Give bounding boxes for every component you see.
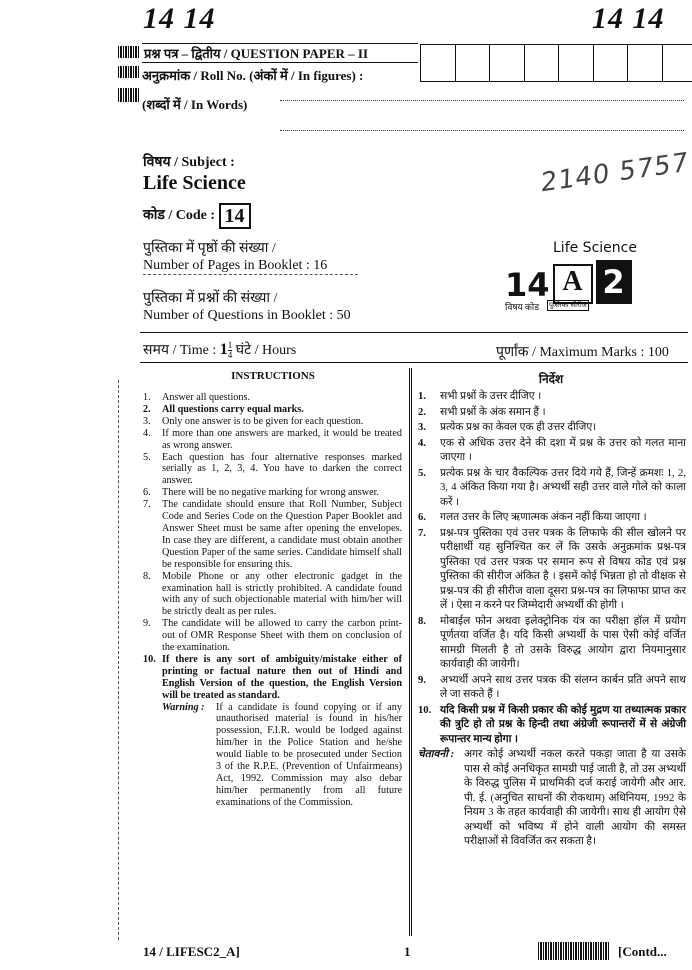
instr-text: All questions carry equal marks. <box>162 403 304 415</box>
instr-num: 3. <box>418 422 426 433</box>
instr-num: 9. <box>418 674 426 686</box>
instruction-item <box>418 467 686 511</box>
roll-box[interactable] <box>456 45 491 81</box>
max-marks: पूर्णांक / Maximum Marks : 100 <box>496 345 669 360</box>
instr-num: 5. <box>418 467 426 479</box>
instr-num: 6. <box>143 487 151 499</box>
instr-num: 4. <box>143 427 151 439</box>
roll-no-label: अनुक्रमांक / Roll No. (अंकों में / In figures) : <box>142 68 364 83</box>
instr-text: प्रश्न-पत्र पुस्तिका एवं उत्तर पत्रक के लिफाफे की सील खोलने पर परीक्षार्थी यह सुनिश्चित कर लें कि उसके अनुक्रमांक प्रश्न-पत्र पुस्तिका एवं उत्तर पत्रक पर समान रूप से विषय कोड एवं प्रश्न पुस्तिका की सीरीज अंकित है । इसमें कोई भिन्नता हो तो वीक्षक से प्रश्न-पत्र की ही सीरीज वाला दूसरा प्रश्न-पत्र का लिफाफा प्राप्त कर लें । ऐसा न करने पर जिम्मेदारी अभ्यर्थी की होगी । <box>440 527 686 611</box>
instr-num: 6. <box>418 512 426 523</box>
instr-num: 1. <box>143 392 151 403</box>
instr-text: Mobile Phone or any other electronic gadget in the examination hall is strictly prohibited. A candidate found with any of such objectionable material with him/her will be strictly dealt as per rules. <box>162 570 402 618</box>
instr-num: 1. <box>418 391 426 402</box>
warning-text-en: If a candidate is found copying or if any unauthorised material is found in his/her possession, F.I.R. would be lodged against him/her in the Police Station and he/she would liable to be prosecuted under Section 3 of the R.P.E. (Prevention of Unfairmeans) Act, 1992. Commission may also debar him/her permanently from all future examinations of the Commission. <box>216 701 402 808</box>
question-paper-line: प्रश्न पत्र – द्वितीय / QUESTION PAPER – II <box>142 43 418 63</box>
instruction-item <box>418 421 686 436</box>
handwritten-serial: 2140 5757 <box>540 147 690 199</box>
roll-box[interactable] <box>525 45 560 81</box>
instruction-item <box>143 392 402 404</box>
instruction-item <box>143 452 402 488</box>
time-line <box>143 340 296 360</box>
instr-text: गलत उत्तर के लिए ऋणात्मक अंकन नहीं किया जाएगा । <box>440 512 647 523</box>
instructions-hi <box>418 390 686 850</box>
warning-en <box>162 702 402 809</box>
questions-label-en: Number of Questions in Booklet : 50 <box>143 308 351 323</box>
header-barcode-2 <box>118 66 140 78</box>
code-value: 14 <box>219 203 251 229</box>
questions-label-hi: पुस्तिका में प्रश्नों की संख्या / <box>143 291 278 306</box>
in-words-line-2[interactable] <box>280 130 684 131</box>
stamp-paper: 2 <box>596 260 632 304</box>
roll-box[interactable] <box>628 45 663 81</box>
stamp-title: Life Science <box>553 240 637 256</box>
roll-box[interactable] <box>663 45 692 81</box>
roll-box[interactable] <box>490 45 525 81</box>
instr-text: मोबाईल फोन अथवा इलेक्ट्रोनिक यंत्र का परीक्षा हॉल में प्रयोग पूर्णतया वर्जित है। यदि किसी अभ्यर्थी के पास ऐसी कोई वर्जित सामग्री मिलती है तो उसके विरुद्ध आयोग द्वारा नियमानुसार कार्यवाही की जायेगी। <box>440 615 686 670</box>
instruction-item <box>418 511 686 526</box>
footer-page: 1 <box>404 944 411 959</box>
instr-num: 2. <box>143 403 151 415</box>
pages-label-en: Number of Pages in Booklet : 16 <box>143 258 358 275</box>
header-barcode-3 <box>118 88 140 102</box>
instruction-item <box>418 704 686 748</box>
cut-line <box>118 380 119 940</box>
roll-box[interactable] <box>421 45 456 81</box>
footer-contd: [Contd... <box>618 944 667 959</box>
instruction-item <box>143 618 402 654</box>
instr-text: If more than one answers are marked, it would be treated as wrong answer. <box>162 427 402 451</box>
instructions-en <box>143 392 402 809</box>
instr-text: Answer all questions. <box>162 392 250 403</box>
stamp-code: 14 <box>505 266 550 304</box>
column-divider <box>409 368 412 936</box>
instr-num: 10. <box>143 653 156 665</box>
instr-text: The candidate should ensure that Roll Number, Subject Code and Series Code on the Question Paper Booklet and Answer Sheet must be same after opening the envelopes. In case they are different, a candidate must obtain another Question Paper of the same series. Candidate himself shall be responsible for ensuring this. <box>162 499 402 570</box>
instr-text: There will be no negative marking for wrong answer. <box>162 487 379 499</box>
roll-box[interactable] <box>559 45 594 81</box>
divider-mid <box>140 362 688 363</box>
pages-label-hi: पुस्तिका में पृष्ठों की संख्या / <box>143 241 276 256</box>
subject-name: Life Science <box>143 172 246 194</box>
instr-num: 2. <box>418 406 426 418</box>
in-words-line-1[interactable] <box>280 100 684 101</box>
warning-text-hi: अगर कोई अभ्यर्थी नकल करते पकड़ा जाता है या उसके पास से कोई अनधिकृत सामग्री पाई जाती है, तो उस अभ्यर्थी के विरुद्ध पुलिस में प्राथमिकी दर्ज कराई जायेगी और आर. पी. ई. (अनुचित साधनों की रोकथाम) अधिनियम, 1992 के नियम 3 के तहत कार्यवाही की जायेगी। साथ ही आयोग ऐसे अभ्यर्थी को भविष्य में होने वाली आयोग की समस्त परीक्षाओं से विवर्जित कर सकता है। <box>464 749 686 847</box>
instruction-item <box>143 654 402 702</box>
instruction-item <box>418 615 686 673</box>
instr-text: यदि किसी प्रश्न में किसी प्रकार की कोई मुद्रण या तथ्यात्मक प्रकार की त्रुटि हो तो प्रश्न के हिन्दी तथा अंग्रेजी रूपान्तरों में से अंग्रेजी रूपान्तर मान्य होगा । <box>440 704 686 745</box>
header-barcode-1 <box>118 46 140 58</box>
instr-num: 7. <box>418 527 426 539</box>
divider-top <box>140 332 688 333</box>
instruction-item <box>143 571 402 619</box>
instruction-item <box>143 487 402 499</box>
roll-box[interactable] <box>594 45 629 81</box>
instr-text: सभी प्रश्नों के अंक समान हैं । <box>440 406 546 418</box>
instr-num: 9. <box>143 618 151 630</box>
warning-hi <box>418 748 686 850</box>
time-prefix: समय / Time : <box>143 343 217 358</box>
time-suffix: घंटे / Hours <box>235 343 297 358</box>
time-num: 1 <box>227 340 233 351</box>
instr-text: एक से अधिक उत्तर देने की दशा में प्रश्न के उत्तर को गलत माना जाएगा । <box>440 437 686 463</box>
instruction-item <box>143 404 402 416</box>
subject-stamp <box>505 240 645 320</box>
code-label <box>143 203 251 229</box>
top-code-left: 14 14 <box>143 2 216 35</box>
time-whole: 1 <box>219 341 228 358</box>
in-words-label: (शब्दों में / In Words) <box>142 97 248 112</box>
instr-num: 7. <box>143 499 151 511</box>
instr-text: प्रत्येक प्रश्न का केवल एक ही उत्तर दीजिए। <box>440 422 597 433</box>
instruction-item <box>418 390 686 405</box>
instr-num: 8. <box>418 615 426 627</box>
instructions-title-en: INSTRUCTIONS <box>231 370 315 382</box>
instr-text: सभी प्रश्नों के उत्तर दीजिए । <box>440 391 542 402</box>
instr-text: अभ्यर्थी अपने साथ उत्तर पत्रक की संलग्न कार्बन प्रति अपने साथ ले जा सकते हैं । <box>440 674 686 700</box>
time-den: 4 <box>227 350 233 361</box>
instr-text: The candidate will be allowed to carry the carbon print-out of OMR Response Sheet with them on conclusion of the examination. <box>162 618 402 654</box>
code-label-text: कोड / Code : <box>143 208 216 224</box>
warning-label-hi: चेतावनी : <box>418 749 455 760</box>
stamp-series: A <box>553 264 593 304</box>
instruction-item <box>143 416 402 428</box>
top-code-right: 14 14 <box>592 2 665 35</box>
instr-num: 4. <box>418 437 426 449</box>
footer-barcode <box>538 942 610 960</box>
warning-label-en: Warning : <box>162 701 205 713</box>
instr-num: 5. <box>143 451 151 463</box>
stamp-code-caption: विषय कोड <box>505 302 540 312</box>
footer-code: 14 / LIFESC2_A] <box>143 944 240 959</box>
instruction-item <box>418 437 686 466</box>
instruction-item <box>143 499 402 570</box>
instr-num: 8. <box>143 570 151 582</box>
instr-text: प्रत्येक प्रश्न के चार वैकल्पिक उत्तर दिये गये हैं, जिन्हें क्रमशः 1, 2, 3, 4 अंकित किया गया है। अभ्यर्थी सही उत्तर वाले गोले को काला करें । <box>440 467 686 508</box>
instr-num: 3. <box>143 415 151 427</box>
subject-label: विषय / Subject : <box>143 155 235 170</box>
instr-text: Only one answer is to be given for each question. <box>162 415 364 427</box>
instr-num: 10. <box>418 704 432 716</box>
roll-no-boxes[interactable] <box>420 44 692 82</box>
instructions-title-hi: निर्देश <box>538 372 564 386</box>
instruction-item <box>418 406 686 421</box>
instruction-item <box>418 674 686 703</box>
instr-text: Each question has four alternative responses marked serially as 1, 2, 3, 4. You have to darken the correct answer. <box>162 451 402 487</box>
instruction-item <box>418 527 686 614</box>
instr-text: If there is any sort of ambiguity/mistake either of printing or factual nature then out of Hindi and English Version of the question, the English Version will be treated as standard. <box>162 653 402 701</box>
instruction-item <box>143 428 402 452</box>
stamp-series-caption: पुस्तिका सीरीज <box>549 301 587 309</box>
